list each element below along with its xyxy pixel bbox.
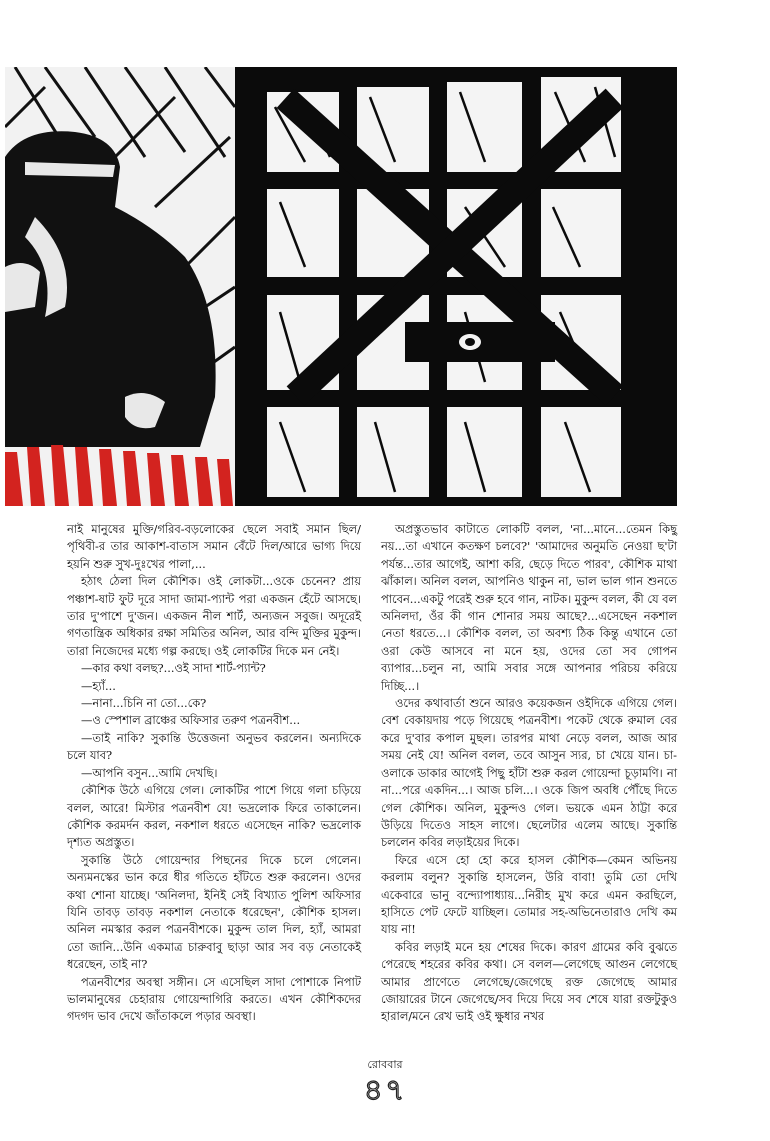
page-number: ৪৭ [363, 1073, 407, 1108]
paragraph: কৌশিক উঠে এগিয়ে গেল। লোকটির পাশে গিয়ে গলা চড়িয়ে বলল, আরে! মিস্টার পত্রনবীশ যে! ভদ্রলোক ফিরে তাকালেন। কৌশিক করমর্দন করল, নকশাল ধরতে এসেছেন নাকি? ভদ্রলোক দৃশ্যত অপ্রস্তুত। [67, 783, 361, 850]
paragraph: ওদের কথাবার্তা শুনে আরও কয়েকজন ওইদিকে এগিয়ে গেল। বেশ বেকায়দায় পড়ে গিয়েছে পত্রনবীশ। পকেট থেকে রুমাল বের করে দু'বার কপাল মুছল। তারপর মাথা নেড়ে বলল, আজ আর সময় নেই যে! অনিল বলল, তবে আসুন স্যর, চা খেয়ে যান। চা-ওলাকে ডাকার আগেই পিছু হাঁটা শুরু করল গোয়েন্দা চূড়ামণি। না না...পরে একদিন...। আজ চলি...। ওকে জিপ অবধি পৌঁছে দিতে গেল কৌশিক। অনিল, মুকুন্দও গেল। ভয়কে এমন ঠাট্টা করে উড়িয়ে দিতেও সাহস লাগে। ছেলেটার এলেম আছে। সুকান্তি চললেন কবির লড়াইয়ের দিকে। [381, 696, 677, 850]
magazine-name: রোববার [367, 1058, 403, 1071]
dialogue-line: —নানা...চিনি না তো...কে? [81, 696, 207, 711]
prison-bars-policeman-icon [5, 67, 677, 506]
paragraph: সুকান্তি উঠে গোয়েন্দার পিছনের দিকে চলে গেলেন। অন্যমনস্কের ভান করে ধীর গতিতে হাঁটতে শুরু করলেন। ওদের কথা শোনা যাচ্ছে। 'অনিলদা, ইনিই সেই বিখ্যাত পুলিশ অফিসার যিনি তাবড় তাবড় নকশাল নেতাকে ধরেছেন', কৌশিক হাসল। অনিল নমস্কার করল পত্রনবীশকে। মুকুন্দ তাল দিল, হ্যাঁ, আমরা তো জানি...উনি একমাত্র চারুবাবু ছাড়া আর সব বড় নেতাকেই ধরেছেন, তাই না? [67, 852, 361, 972]
dialogue-line: —ও স্পেশাল ব্রাঞ্চের অফিসার তরুণ পত্রনবীশ... [81, 713, 301, 728]
paragraph: ফিরে এসে হো হো করে হাসল কৌশিক—কেমন অভিনয় করলাম বলুন? সুকান্তি হাসলেন, উরি বাবা! তুমি তো দেখি একেবারে ভানু বন্দ্যোপাধ্যায়...নিরীহ মুখ করে এমন করছিলে, হাসিতে পেট ফেটে যাচ্ছিল। তোমার সহ-অভিনেতারাও দেখি কম যায় না! [381, 852, 677, 937]
dialogue-line: —কার কথা বলছ?...ওই সাদা শার্ট-প্যান্ট? [81, 661, 266, 676]
paragraph: পত্রনবীশের অবস্থা সঙ্গীন। সে এসেছিল সাদা পোশাকে নিপাট ভালমানুষের চেহারায় গোয়েন্দাগিরি করতে। এখন কৌশিকদের গদগদ ভাব দেখে জাঁতাকলে পড়ার অবস্থা। [67, 974, 361, 1024]
dialogue-line: —আপনি বসুন...আমি দেখছি। [81, 765, 218, 780]
paragraph: কবির লড়াই মনে হয় শেষের দিকে। কারণ গ্রামের কবি বুঝতে পেরেছে শহরের কবির কথা। সে বলল—লেগেছে আগুন লেগেছে আমার প্রাণেতে লেগেছে/জেগেছে রক্ত জেগেছে আমার জোয়ারের টানে জেগেছে/সব দিয়ে দিয়ে সব শেষে যারা রক্তটুকুও হারাল/মনে রেখ ভাই ওই ক্ষুধার নখর [381, 939, 677, 1024]
paragraph: হঠাৎ ঠেলা দিল কৌশিক। ওই লোকটা...ওকে চেনেন? প্রায় পঞ্চাশ-ষাট ফুট দূরে সাদা জামা-প্যান্ট পরা একজন হেঁটে আসছে। তার দু'পাশে দু'জন। একজন নীল শার্ট, অন্যজন সবুজ। অদূরেই গণতান্ত্রিক অধিকার রক্ষা সমিতির অনিল, আর বন্দি মুক্তির মুকুন্দ। তারা নিজেদের মধ্যে গল্প করছে। ওই লোকটির দিকে মন নেই। [67, 574, 361, 658]
dialogue-line: —তাই নাকি? সুকান্তি উত্তেজনা অনুভব করলেন। অন্যদিকে চলে যাব? [67, 730, 361, 763]
right-text-column [381, 521, 677, 1026]
dialogue-line: —হ্যাঁ... [81, 678, 116, 693]
paragraph: অপ্রস্তুতভাব কাটাতে লোকটি বলল, 'না...মানে...তেমন কিছু নয়...তা এখানে কতক্ষণ চলবে?' 'আমাদের অনুমতি নেওয়া ছ'টা পর্যন্ত...তার আগেই, আশা করি, ছেড়ে দিতে পারব', কৌশিক মাথা ঝাঁকাল। অনিল বলল, আপনিও থাকুন না, ভাল ভাল গান শুনতে পাবেন...একটু পরেই শুরু হবে গান, নাটক। মুকুন্দ বলল, কী যে বল অনিলদা, ওঁর কী গান শোনার সময় আছে?...এসেছেন নকশাল নেতা ধরতে...। কৌশিক বলল, তা অবশ্য ঠিক কিন্তু এখানে তো ওরা কেউ আসবে না মনে হয়, ওদের তো সব গোপন ব্যাপার...চলুন না, আমি সবার সঙ্গে আপনার পরিচয় করিয়ে দিচ্ছি...। [381, 522, 677, 693]
left-text-column [67, 521, 361, 1026]
paragraph: নাই মানুষের মুক্তি/গরিব-বড়লোকের ছেলে সবাই সমান ছিল/পৃথিবী-র তার আকাশ-বাতাস সমান বেঁটে দিল/আরে ভাগ্য দিয়ে হয়নি শুরু সুখ-দুঃখের পালা,... [67, 522, 361, 571]
woodcut-illustration [5, 67, 677, 506]
